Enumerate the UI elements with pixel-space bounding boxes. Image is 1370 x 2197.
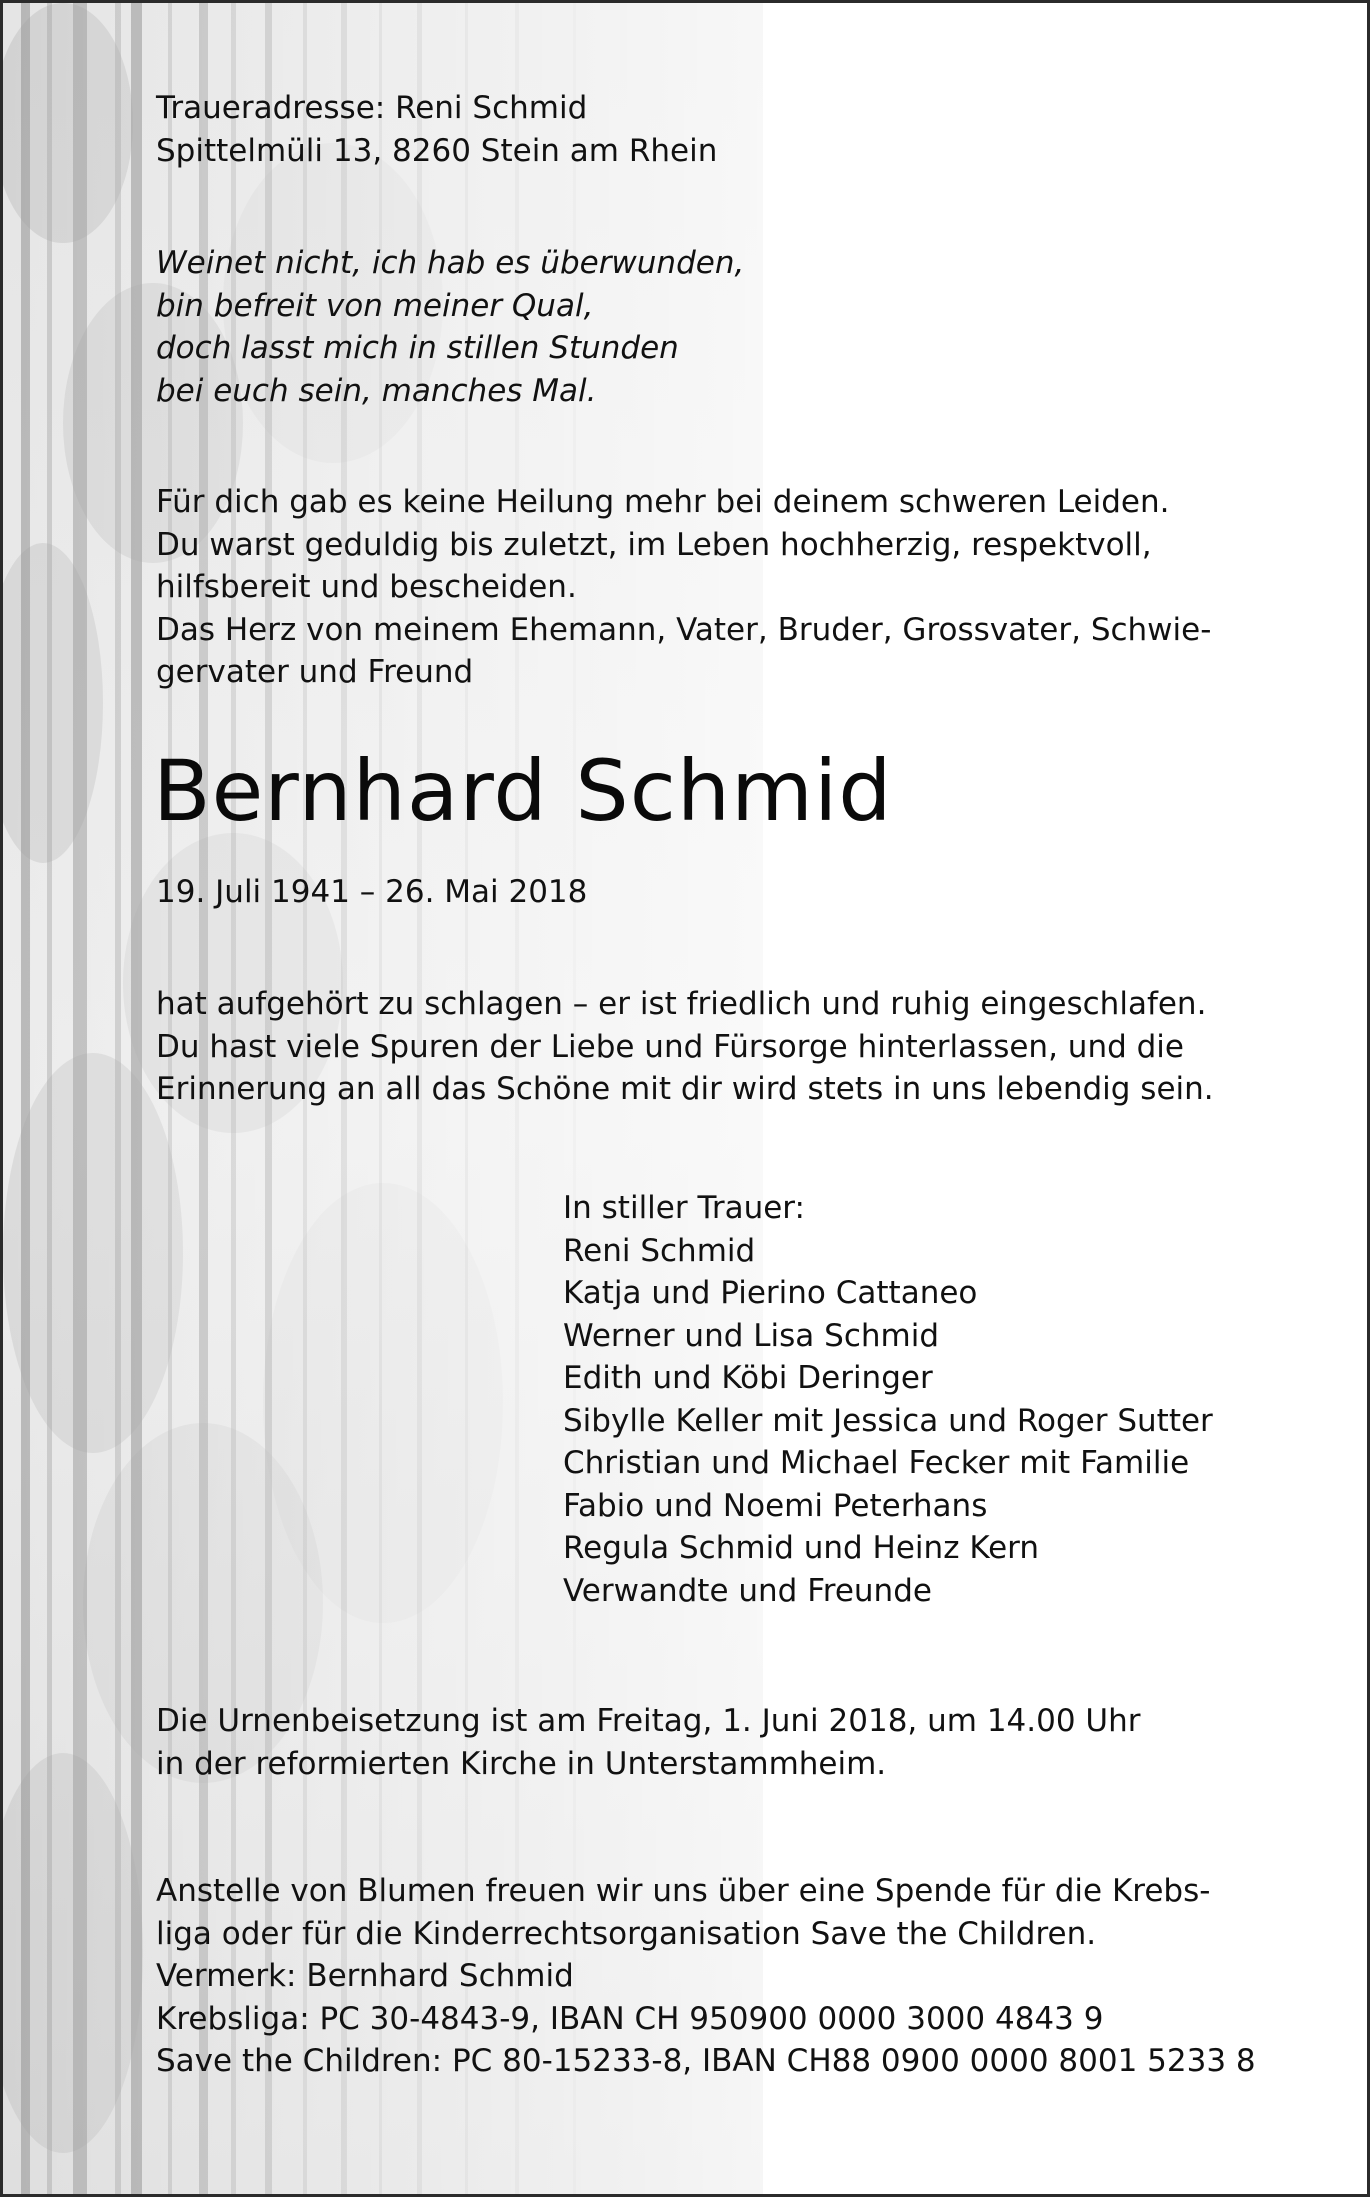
poem bbox=[156, 242, 744, 412]
mourner-name: Fabio und Noemi Peterhans bbox=[563, 1487, 988, 1524]
mourner-name: Verwandte und Freunde bbox=[563, 1572, 932, 1609]
intro-paragraph bbox=[156, 481, 1211, 694]
intro-line: Du warst geduldig bis zuletzt, im Leben hochherzig, respektvoll, bbox=[156, 526, 1152, 563]
donation-line: Krebsliga: PC 30-4843-9, IBAN CH 950900 0000 3000 4843 9 bbox=[156, 2000, 1104, 2037]
donation-line: Anstelle von Blumen freuen wir uns über eine Spende für die Krebs- bbox=[156, 1873, 1211, 1909]
service-line: in der reformierten Kirche in Unterstammheim. bbox=[156, 1745, 887, 1782]
intro-line: Für dich gab es keine Heilung mehr bei deinem schweren Leiden. bbox=[156, 484, 1170, 520]
deceased-name: Bernhard Schmid bbox=[153, 742, 893, 840]
closing-line: Erinnerung an all das Schöne mit dir wird stets in uns lebendig sein. bbox=[156, 1071, 1214, 1107]
donation-line: liga oder für die Kinderrechtsorganisation Save the Children. bbox=[156, 1915, 1097, 1952]
donation-notice bbox=[156, 1870, 1256, 2083]
donation-line: Vermerk: Bernhard Schmid bbox=[156, 1958, 574, 1994]
mourner-name: Katja und Pierino Cattaneo bbox=[563, 1275, 978, 1311]
poem-line: bin befreit von meiner Qual, bbox=[156, 287, 594, 324]
life-dates bbox=[156, 871, 587, 914]
mourners-heading: In stiller Trauer: bbox=[563, 1190, 805, 1226]
mourner-name: Reni Schmid bbox=[563, 1232, 756, 1269]
mourner-name: Sibylle Keller mit Jessica und Roger Sutter bbox=[563, 1402, 1213, 1439]
poem-line: Weinet nicht, ich hab es überwunden, bbox=[156, 245, 745, 281]
obituary-content bbox=[3, 3, 1370, 2197]
mourner-name: Edith und Köbi Deringer bbox=[563, 1360, 933, 1396]
address-label-line: Traueradresse: Reni Schmid bbox=[156, 90, 588, 126]
mourners-list bbox=[563, 1187, 1213, 1612]
life-dates-text: 19. Juli 1941 – 26. Mai 2018 bbox=[156, 874, 588, 910]
closing-line: hat aufgehört zu schlagen – er ist friedlich und ruhig eingeschlafen. bbox=[156, 986, 1207, 1022]
mourner-name: Regula Schmid und Heinz Kern bbox=[563, 1530, 1040, 1566]
mourner-name: Werner und Lisa Schmid bbox=[563, 1317, 939, 1354]
intro-line: hilfsbereit und bescheiden. bbox=[156, 569, 577, 605]
intro-line: gervater und Freund bbox=[156, 654, 474, 690]
mourning-address bbox=[156, 87, 717, 172]
service-notice bbox=[156, 1700, 1141, 1785]
closing-line: Du hast viele Spuren der Liebe und Fürsorge hinterlassen, und die bbox=[156, 1028, 1184, 1065]
closing-paragraph bbox=[156, 983, 1214, 1111]
poem-line: bei euch sein, manches Mal. bbox=[156, 372, 597, 409]
service-line: Die Urnenbeisetzung ist am Freitag, 1. Juni 2018, um 14.00 Uhr bbox=[156, 1703, 1141, 1739]
poem-line: doch lasst mich in stillen Stunden bbox=[156, 330, 679, 366]
mourner-name: Christian und Michael Fecker mit Familie bbox=[563, 1445, 1190, 1481]
donation-line: Save the Children: PC 80-15233-8, IBAN CH88 0900 0000 8001 5233 8 bbox=[156, 2043, 1256, 2079]
intro-line: Das Herz von meinem Ehemann, Vater, Bruder, Grossvater, Schwie- bbox=[156, 611, 1212, 648]
address-street-line: Spittelmüli 13, 8260 Stein am Rhein bbox=[156, 132, 718, 169]
